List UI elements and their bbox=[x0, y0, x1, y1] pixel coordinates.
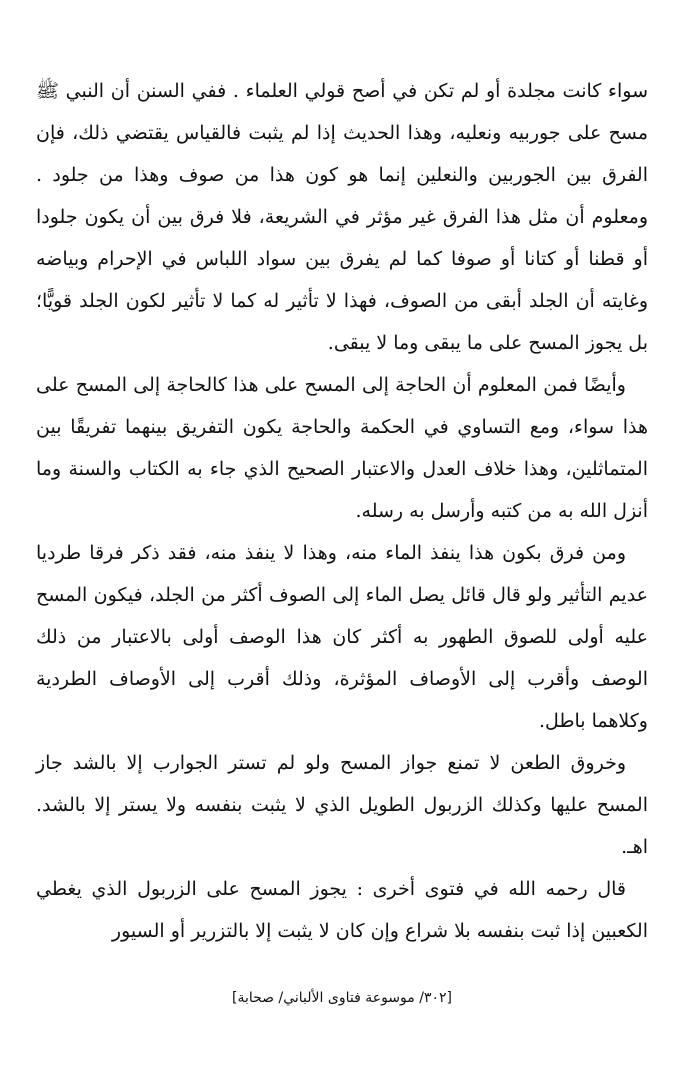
paragraph-3: ومن فرق بكون هذا ينفذ الماء منه، وهذا لا ينفذ منه، فقد ذكر فرقا طرديا عديم التأثير ولو قال قائل يصل الماء إلى الصوف أكثر من الجلد، فيكون المسح عليه أولى للصوق الطهور به أكثر كان هذا الوصف أولى بالاعتبار من ذلك الوصف وأقرب إلى الأوصاف المؤثرة، وذلك أقرب إلى الأوصاف الطردية وكلاهما باطل. bbox=[36, 542, 648, 732]
paragraph-4: وخروق الطعن لا تمنع جواز المسح ولو لم تستر الجوارب إلا بالشد جاز المسح عليها وكذلك الزربول الطويل الذي لا يثبت بنفسه ولا يستر إلا بالشد. اهـ. bbox=[36, 752, 648, 858]
paragraph-5: قال رحمه الله في فتوى أخرى : يجوز المسح على الزربول الذي يغطي الكعبين إذا ثبت بنفسه بلا شراع وإن كان لا يثبت إلا بالتزرير أو السيور bbox=[36, 878, 648, 942]
body-text bbox=[36, 70, 648, 952]
page-footer: [٣٠٢/ موسوعة فتاوى الألباني/ صحابة] bbox=[232, 990, 452, 1006]
paragraph-1: سواء كانت مجلدة أو لم تكن في أصح قولي العلماء . ففي السنن أن النبي ﷺ مسح على جوربيه ونعليه، وهذا الحديث إذا لم يثبت فالقياس يقتضي ذلك، فإن الفرق بين الجوربين والنعلين إنما هو كون هذا من صوف وهذا من جلود . ومعلوم أن مثل هذا الفرق غير مؤثر في الشريعة، فلا فرق بين أن يكون جلودا أو قطنا أو كتانا أو صوفا كما لم يفرق بين سواد اللباس في الإحرام وبياضه وغايته أن الجلد أبقى من الصوف، فهذا لا تأثير له كما لا تأثير لكون الجلد قويًّا؛ بل يجوز المسح على ما يبقى وما لا يبقى. bbox=[36, 80, 648, 354]
paragraph-2: وأيضًا فمن المعلوم أن الحاجة إلى المسح على هذا كالحاجة إلى المسح على هذا سواء، ومع التساوي في الحكمة والحاجة يكون التفريق بينهما تفريقًا بين المتماثلين، وهذا خلاف العدل والاعتبار الصحيح الذي جاء به الكتاب والسنة وما أنزل الله به من كتبه وأرسل به رسله. bbox=[36, 374, 648, 522]
